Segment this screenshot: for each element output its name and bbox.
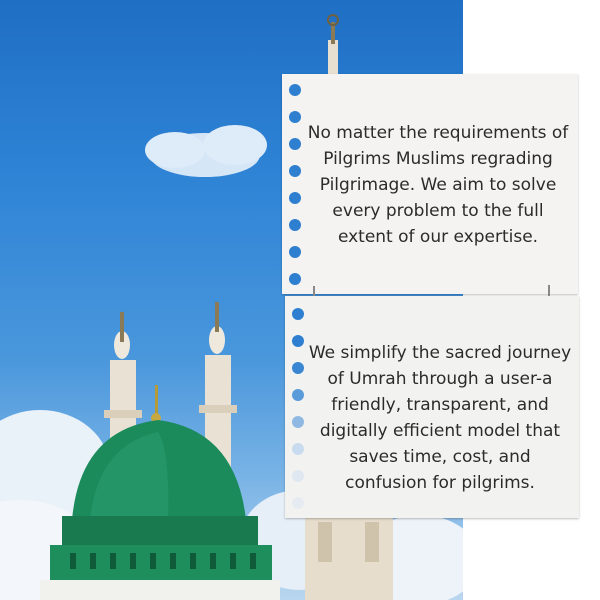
binder-hole (292, 443, 304, 455)
binder-hole (292, 335, 304, 347)
binder-hole (289, 111, 301, 123)
binder-hole (292, 308, 304, 320)
cloud (145, 125, 267, 177)
binder-hole (292, 362, 304, 374)
note-card-umrah (285, 296, 579, 518)
binder-hole (292, 389, 304, 401)
binder-hole (289, 165, 301, 177)
right-tower (305, 518, 393, 600)
binder-hole (289, 192, 301, 204)
binder-hole (292, 416, 304, 428)
binder-hole (289, 219, 301, 231)
binder-holes (292, 296, 306, 518)
note-text: We simplify the sacred journey of Umrah through a user-a friendly, transparent, and digitally efficient model that saves time, cost, and confusion for pilgrims. (308, 343, 572, 493)
binder-hole (289, 84, 301, 96)
binder-hole (289, 138, 301, 150)
binder-holes (289, 74, 303, 294)
note-card-requirements (282, 74, 578, 294)
note-text: No matter the requirements of Pilgrims Muslims regrading Pilgrimage. We aim to solve every problem to the full extent of our expertise. (307, 123, 569, 247)
binder-hole (289, 273, 301, 285)
binder-hole (292, 470, 304, 482)
binder-hole (292, 497, 304, 509)
binder-hole (289, 246, 301, 258)
